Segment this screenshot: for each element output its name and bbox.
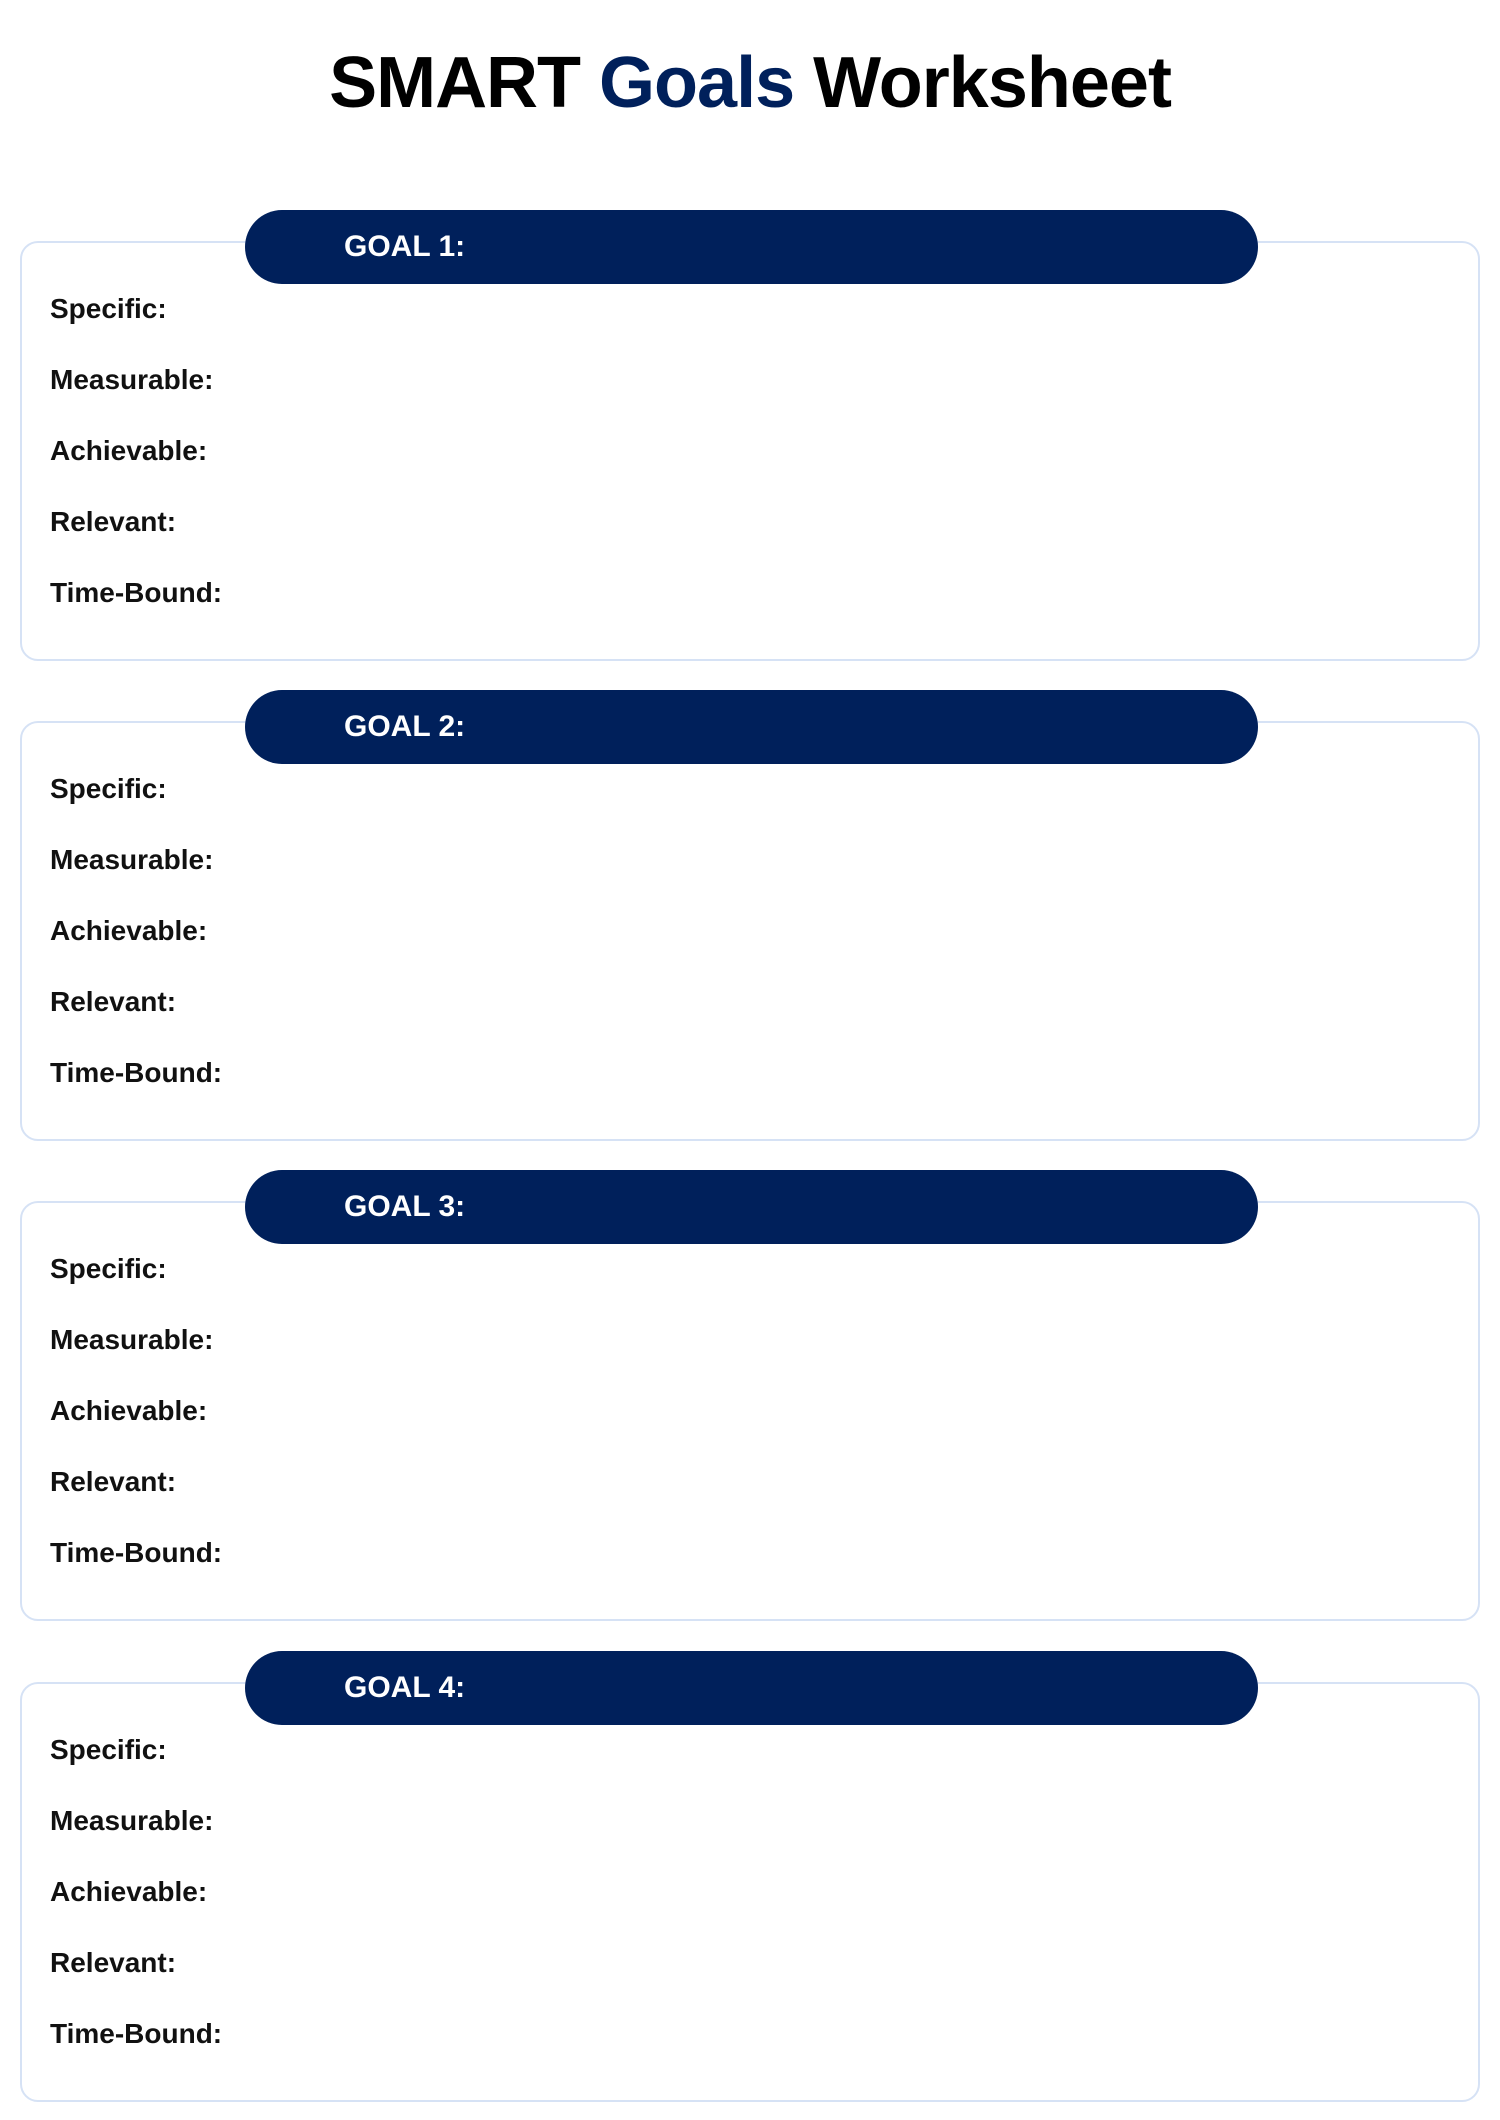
field-relevant: Relevant: bbox=[50, 1466, 177, 1497]
field-measurable: Measurable: bbox=[50, 1805, 214, 1836]
field-measurable: Measurable: bbox=[50, 364, 214, 395]
goal-header-2: GOAL 2: bbox=[245, 690, 1258, 764]
field-time-bound: Time-Bound: bbox=[50, 577, 223, 608]
field-time-bound: Time-Bound: bbox=[50, 2018, 223, 2049]
field-measurable: Measurable: bbox=[50, 844, 214, 875]
field-achievable: Achievable: bbox=[50, 915, 208, 946]
page-title bbox=[0, 42, 1500, 124]
field-achievable: Achievable: bbox=[50, 435, 208, 466]
field-specific: Specific: bbox=[50, 293, 167, 324]
field-measurable: Measurable: bbox=[50, 1324, 214, 1355]
field-list bbox=[50, 1253, 222, 1608]
field-list bbox=[50, 293, 222, 648]
field-time-bound: Time-Bound: bbox=[50, 1057, 223, 1088]
title-part-1: SMART bbox=[329, 43, 600, 123]
goal-card-4 bbox=[20, 1682, 1480, 2102]
goal-card-2 bbox=[20, 721, 1480, 1141]
title-part-2: Worksheet bbox=[794, 43, 1171, 123]
field-relevant: Relevant: bbox=[50, 986, 177, 1017]
field-time-bound: Time-Bound: bbox=[50, 1537, 223, 1568]
field-relevant: Relevant: bbox=[50, 506, 177, 537]
goal-header-4: GOAL 4: bbox=[245, 1651, 1258, 1725]
goal-header-1: GOAL 1: bbox=[245, 210, 1258, 284]
field-list bbox=[50, 1734, 222, 2089]
goal-card-3 bbox=[20, 1201, 1480, 1621]
field-specific: Specific: bbox=[50, 1734, 167, 1765]
goal-card-1 bbox=[20, 241, 1480, 661]
field-achievable: Achievable: bbox=[50, 1395, 208, 1426]
title-accent: Goals bbox=[599, 43, 795, 123]
field-specific: Specific: bbox=[50, 1253, 167, 1284]
field-relevant: Relevant: bbox=[50, 1947, 177, 1978]
field-list bbox=[50, 773, 222, 1128]
goal-header-3: GOAL 3: bbox=[245, 1170, 1258, 1244]
field-achievable: Achievable: bbox=[50, 1876, 208, 1907]
field-specific: Specific: bbox=[50, 773, 167, 804]
